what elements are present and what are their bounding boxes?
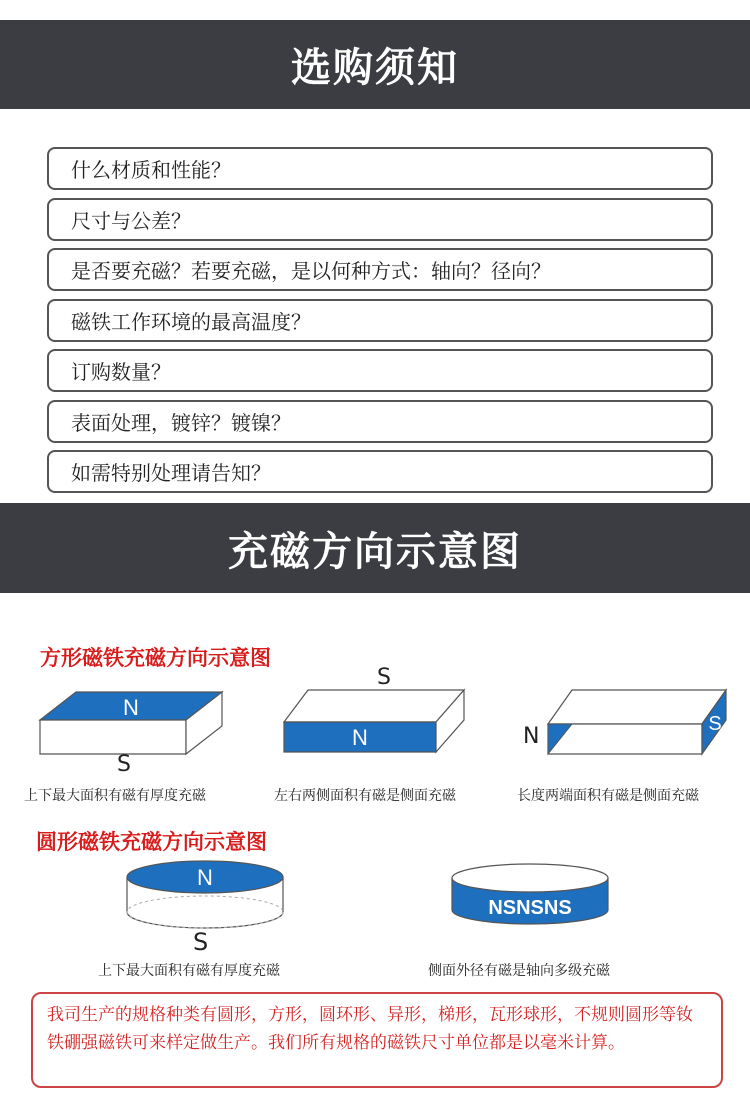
pole-label-n: N — [352, 725, 368, 750]
caption: 侧面外径有磁是轴向多级充磁 — [428, 963, 610, 979]
pole-label-n: N — [123, 695, 139, 720]
square-magnet-side-diagram — [282, 688, 468, 758]
list-item: 表面处理，镀锌？镀镍？ — [47, 400, 713, 443]
square-magnet-end-diagram — [544, 688, 730, 758]
caption: 左右两侧面积有磁是侧面充磁 — [274, 788, 456, 804]
list-item: 订购数量？ — [47, 349, 713, 392]
caption: 上下最大面积有磁有厚度充磁 — [98, 963, 280, 979]
question-list — [47, 147, 713, 501]
list-item: 尺寸与公差？ — [47, 198, 713, 241]
section-banner-purchase-notes — [0, 20, 750, 109]
section-title: 充磁方向示意图 — [228, 528, 522, 575]
list-item: 磁铁工作环境的最高温度？ — [47, 299, 713, 342]
round-magnet-title: 圆形磁铁充磁方向示意图 — [36, 830, 267, 854]
square-magnet-title: 方形磁铁充磁方向示意图 — [40, 646, 271, 670]
list-item: 是否要充磁？若要充磁，是以何种方式：轴向？径向？ — [47, 248, 713, 291]
pole-label-n: N — [197, 865, 213, 890]
round-magnet-thickness-diagram — [125, 858, 285, 934]
pole-label-n: N — [523, 724, 540, 749]
pole-label-s: S — [193, 928, 209, 956]
production-note: 我司生产的规格种类有圆形，方形，圆环形、异形，梯形，瓦形球形，不规则圆形等钕铁硼强磁铁可来样定做生产。我们所有规格的磁铁尺寸单位都是以毫米计算。 — [31, 992, 723, 1088]
section-title: 选购须知 — [291, 45, 459, 91]
pole-label-s: S — [117, 752, 131, 777]
pole-label-s: S — [377, 665, 391, 690]
list-item: 什么材质和性能？ — [47, 147, 713, 190]
list-item: 如需特别处理请告知？ — [47, 450, 713, 493]
square-magnet-thickness-diagram — [38, 690, 228, 780]
pole-label-s: S — [708, 713, 722, 735]
section-banner-magnetization — [0, 503, 750, 593]
round-magnet-multipole-diagram — [450, 862, 610, 932]
caption: 上下最大面积有磁有厚度充磁 — [24, 788, 206, 804]
band-label: NSNSNS — [488, 897, 572, 919]
caption: 长度两端面积有磁是侧面充磁 — [517, 788, 699, 804]
